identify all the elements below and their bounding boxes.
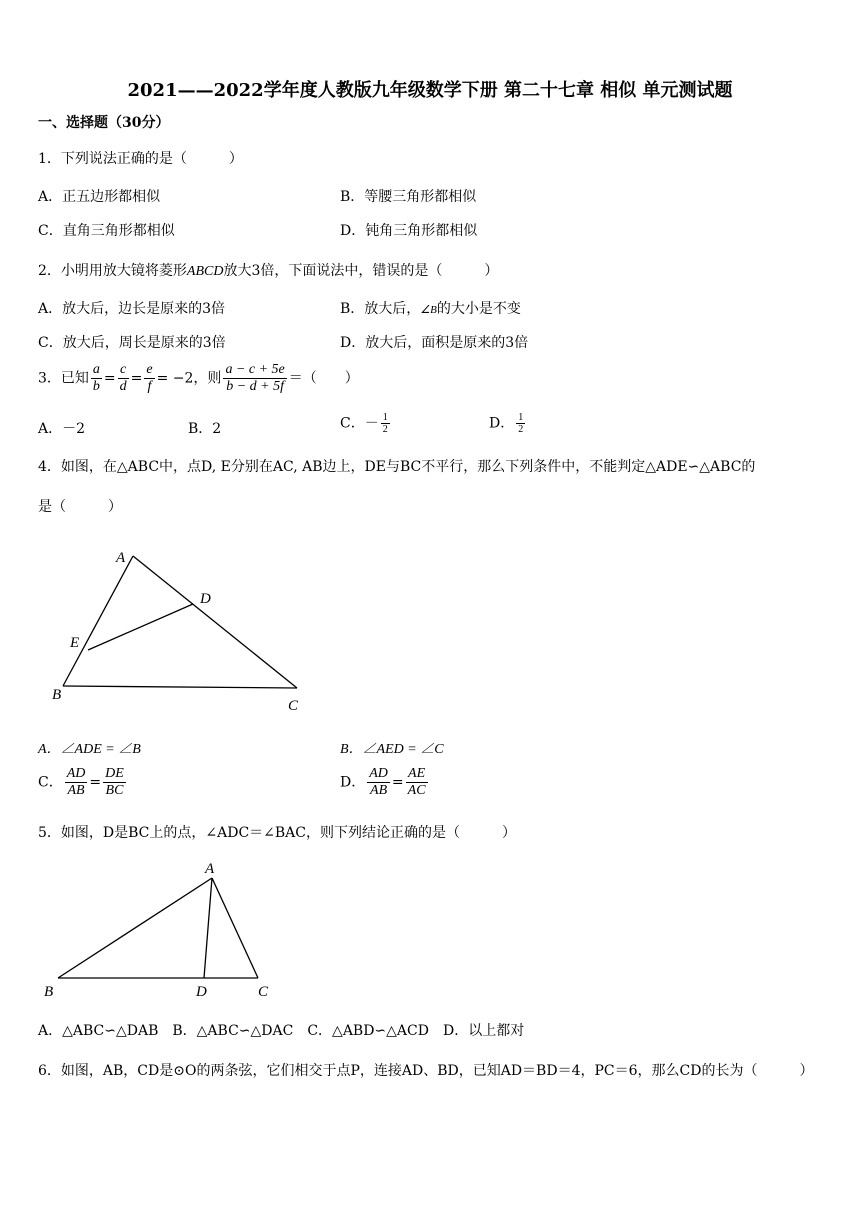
q5-options: A．△ABC∽△DAB B．△ABC∽△DAC C．△ABD∽△ACD D．以上都对 xyxy=(38,1023,525,1039)
q4-stem-line1: 4．如图，在△ABC中，点D, E分别在AC, AB边上，DE与BC不平行，那么下列条件中，不能判定△ADE∽△ABC的 xyxy=(38,459,756,475)
q4-d-frac-1: $\frac{AD}{AB}$ xyxy=(369,766,388,798)
section-heading-choice: 一、选择题（30分） xyxy=(38,115,170,131)
q1-stem: 1．下列说法正确的是（ ） xyxy=(38,151,243,167)
q4-option-a: A．∠ADE = ∠B xyxy=(38,742,141,757)
q5-segment-ad xyxy=(204,878,212,978)
q3-frac-cd: $\frac{c}{d}$ xyxy=(119,362,127,394)
q4-stem-line2: 是（ ） xyxy=(38,499,122,515)
q4-d-frac-2: $\frac{AE}{AC}$ xyxy=(407,766,426,798)
q2-option-a: A．放大后，边长是原来的3倍 xyxy=(38,301,226,317)
q1-option-a: A．正五边形都相似 xyxy=(38,189,161,205)
q2-option-b-post: 的大小是不变 xyxy=(436,301,521,317)
q3-frac-ab: $\frac{a}{b}$ xyxy=(92,362,100,394)
q2-option-c: C．放大后，周长是原来的3倍 xyxy=(38,335,226,351)
q1-option-c: C．直角三角形都相似 xyxy=(38,223,175,239)
q2-stem xyxy=(38,260,498,280)
q2-option-b xyxy=(340,298,521,318)
q4-option-d: D． $\frac{AD}{AB}$ = $\frac{AE}{AC}$ xyxy=(340,766,426,798)
q1-option-d: D．钝角三角形都相似 xyxy=(340,223,478,239)
q3-frac-ef: $\frac{e}{f}$ xyxy=(146,362,153,394)
q5-stem: 5．如图，D是BC上的点，∠ADC＝∠BAC，则下列结论正确的是（ ） xyxy=(38,825,517,841)
q1-option-b: B．等腰三角形都相似 xyxy=(340,189,477,205)
q4-figure-triangle xyxy=(40,540,320,720)
q3-eq: = −2，则 xyxy=(156,370,222,387)
q5-label-c: C xyxy=(258,984,269,1000)
q5-side-ab xyxy=(58,878,212,978)
q5-side-ac xyxy=(212,878,258,978)
q5-label-d: D xyxy=(196,984,207,1000)
q4-c-frac-1: $\frac{AD}{AB}$ xyxy=(66,766,86,798)
q5-figure-triangle xyxy=(36,856,286,1002)
q3-num: 3．已知 xyxy=(38,370,89,387)
q4-c-frac-2: $\frac{DE}{BC}$ xyxy=(105,766,124,798)
q2-option-b-var: ∠B xyxy=(420,304,437,316)
q3-option-b: B．2 xyxy=(188,421,222,437)
q5-label-b: B xyxy=(44,984,54,1000)
q4-label-d: D xyxy=(200,591,211,607)
q2-stem-var: ABCD xyxy=(186,264,224,279)
q2-stem-post: 放大3倍，下面说法中，错误的是（ ） xyxy=(223,263,499,279)
q4-option-b: B．∠AED = ∠C xyxy=(340,742,444,757)
q4-label-a: A xyxy=(116,550,126,566)
q4-side-bc xyxy=(63,686,297,688)
q3-option-c: C．－ $\frac{1}{2}$ xyxy=(340,412,388,435)
q3-stem: 3．已知 $\frac{a}{b}$ = $\frac{c}{d}$ = $\frac{e}{f}$ = −2，则 $\frac{a - c + 5e}{b - d + 5f}$ ＝（ ） xyxy=(38,362,359,394)
q4-label-b: B xyxy=(52,687,62,703)
q2-option-b-pre: B．放大后， xyxy=(340,301,421,317)
page-title: 2021——2022学年度人教版九年级数学下册 第二十七章 相似 单元测试题 xyxy=(127,80,733,101)
q3-d-half: $\frac{1}{2}$ xyxy=(518,412,524,435)
q3-option-d: D． $\frac{1}{2}$ xyxy=(489,412,524,435)
q4-side-ab xyxy=(63,556,133,686)
q6-stem: 6．如图，AB，CD是⊙O的两条弦，它们相交于点P，连接AD、BD，已知AD＝BD＝4，PC＝6，那么CD的长为（ ） xyxy=(38,1063,814,1079)
q3-tail: ＝（ ） xyxy=(288,370,359,387)
q2-option-d: D．放大后，面积是原来的3倍 xyxy=(340,335,529,351)
q3-option-a: A．－2 xyxy=(38,421,86,437)
q3-frac-expr: $\frac{a - c + 5e}{b - d + 5f}$ xyxy=(225,362,285,394)
q4-label-c: C xyxy=(288,698,299,714)
q4-label-e: E xyxy=(70,635,80,651)
q4-side-ac xyxy=(133,556,297,688)
q5-label-a: A xyxy=(205,861,215,877)
q2-stem-pre: 2．小明用放大镜将菱形 xyxy=(38,263,187,279)
q4-option-c: C． $\frac{AD}{AB}$ = $\frac{DE}{BC}$ xyxy=(38,766,124,798)
q3-c-half: $\frac{1}{2}$ xyxy=(382,412,388,435)
